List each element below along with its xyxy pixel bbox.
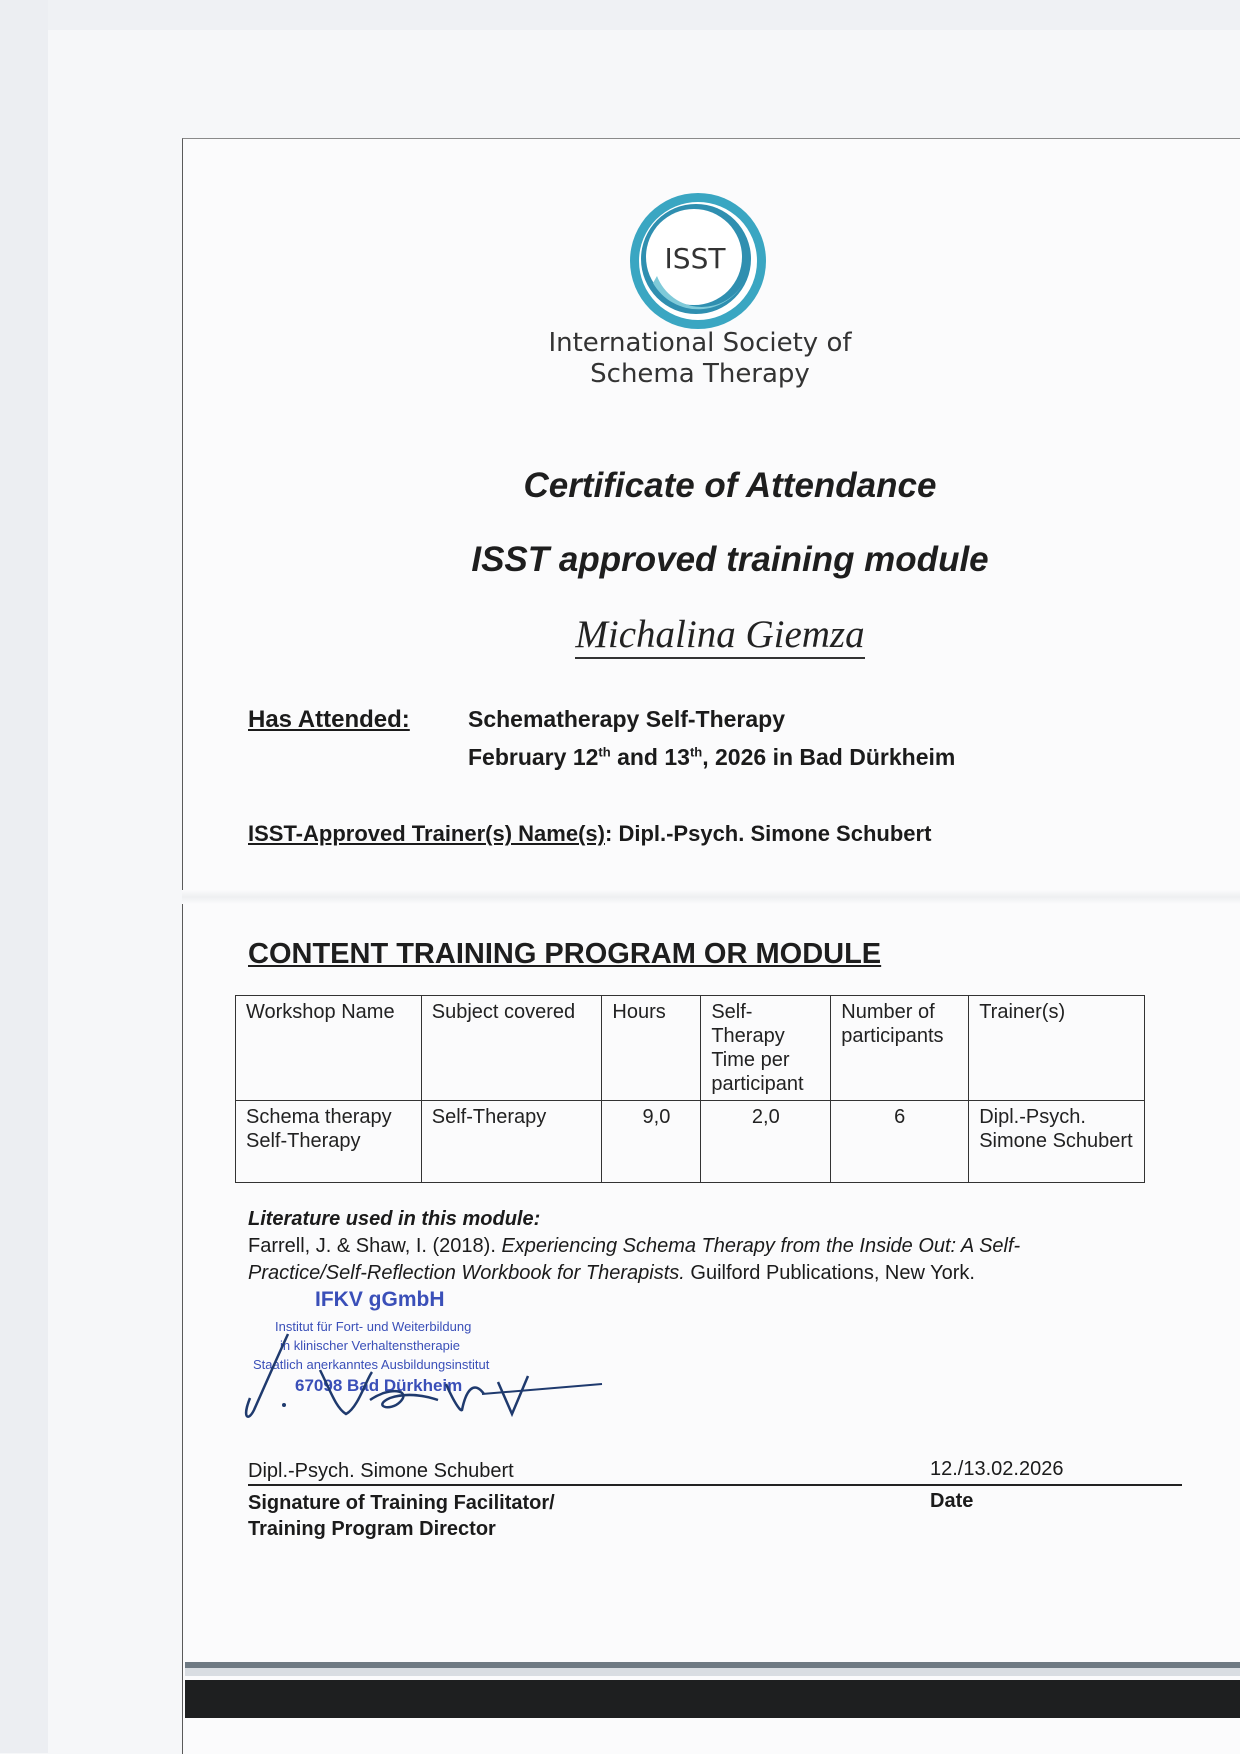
- isst-logo-icon: [625, 188, 771, 334]
- footer-bar-light: [185, 1668, 1240, 1676]
- th-participants: Number of participants: [831, 996, 969, 1101]
- date-part-3: , 2026 in Bad Dürkheim: [702, 744, 956, 770]
- literature-authors: Farrell, J. & Shaw, I. (2018).: [248, 1235, 502, 1257]
- date-sup-1: th: [598, 744, 611, 760]
- signatory-name: Dipl.-Psych. Simone Schubert: [248, 1460, 514, 1482]
- th-subject: Subject covered: [421, 996, 602, 1101]
- trainers-label: ISST-Approved Trainer(s) Name(s): [248, 821, 605, 846]
- logo-line-1: International Society of: [548, 328, 852, 358]
- signature-label: [248, 1490, 555, 1542]
- course-name: Schematherapy Self-Therapy: [468, 706, 786, 732]
- logo-line-2: Schema Therapy: [590, 359, 810, 389]
- cell-subject: Self-Therapy: [421, 1101, 602, 1183]
- literature-book-title: Experiencing Schema Therapy from the Inside Out: A Self-Practice/Self-Reflection Workbook for Therapists.: [248, 1235, 1021, 1284]
- signature-line: [248, 1484, 1182, 1486]
- trainers-line: [248, 821, 931, 847]
- signature-label-line-1: Signature of Training Facilitator/: [248, 1492, 555, 1514]
- course-date: [468, 744, 955, 771]
- signature-date-value: 12./13.02.2026: [930, 1458, 1064, 1480]
- trainers-colon: :: [604, 821, 613, 846]
- table-header-row: [236, 996, 1145, 1101]
- th-hours: Hours: [602, 996, 701, 1101]
- th-trainers: Trainer(s): [969, 996, 1145, 1101]
- stamp-line-1: IFKV gGmbH: [315, 1288, 445, 1311]
- footer-bars: [185, 1662, 1240, 1718]
- date-label: Date: [930, 1490, 974, 1512]
- cell-hours: 9,0: [602, 1101, 701, 1183]
- stamp-line-3: in klinischer Verhaltenstherapie: [280, 1338, 460, 1353]
- certificate-title: Certificate of Attendance: [523, 466, 937, 505]
- table-row: [236, 1101, 1145, 1183]
- literature-heading: Literature used in this module:: [248, 1208, 541, 1230]
- trainers-value: Dipl.-Psych. Simone Schubert: [618, 821, 932, 846]
- stamp-line-2: Institut für Fort- und Weiterbildung: [275, 1319, 472, 1334]
- scan-border-left: [0, 0, 48, 1753]
- recipient-name-wrap: [520, 612, 920, 657]
- literature-publisher: Guilford Publications, New York.: [684, 1262, 975, 1284]
- date-part-2: and 13: [610, 744, 690, 770]
- date-sup-2: th: [689, 744, 703, 760]
- logo-org-name: [500, 328, 900, 390]
- cell-trainers: Dipl.-Psych. Simone Schubert: [969, 1101, 1145, 1183]
- content-table: [235, 995, 1145, 1183]
- handwritten-signature: [240, 1330, 620, 1430]
- th-self-therapy: Self-Therapy Time per participant: [701, 996, 831, 1101]
- scan-border-top: [0, 0, 1240, 30]
- certificate-subtitle: ISST approved training module: [471, 540, 989, 579]
- content-heading: CONTENT TRAINING PROGRAM OR MODULE: [248, 938, 882, 970]
- cell-self-therapy: 2,0: [701, 1101, 831, 1183]
- cell-participants: 6: [831, 1101, 969, 1183]
- th-workshop: Workshop Name: [236, 996, 422, 1101]
- recipient-name: Michalina Giemza: [575, 613, 864, 659]
- stamp-line-4: Staatlich anerkanntes Ausbildungsinstitut: [253, 1357, 490, 1372]
- cell-workshop: Schema therapy Self-Therapy: [236, 1101, 422, 1183]
- literature-reference: [248, 1233, 1128, 1287]
- paper-fold-crease: [182, 890, 1240, 904]
- footer-bar-dark: [185, 1680, 1240, 1718]
- has-attended-label: Has Attended:: [248, 706, 410, 733]
- stamp-line-5: 67098 Bad Dürkheim: [295, 1376, 463, 1395]
- date-part-1: February 12: [468, 744, 599, 770]
- logo-abbreviation: ISST: [664, 242, 726, 275]
- signature-label-line-2: Training Program Director: [248, 1518, 496, 1540]
